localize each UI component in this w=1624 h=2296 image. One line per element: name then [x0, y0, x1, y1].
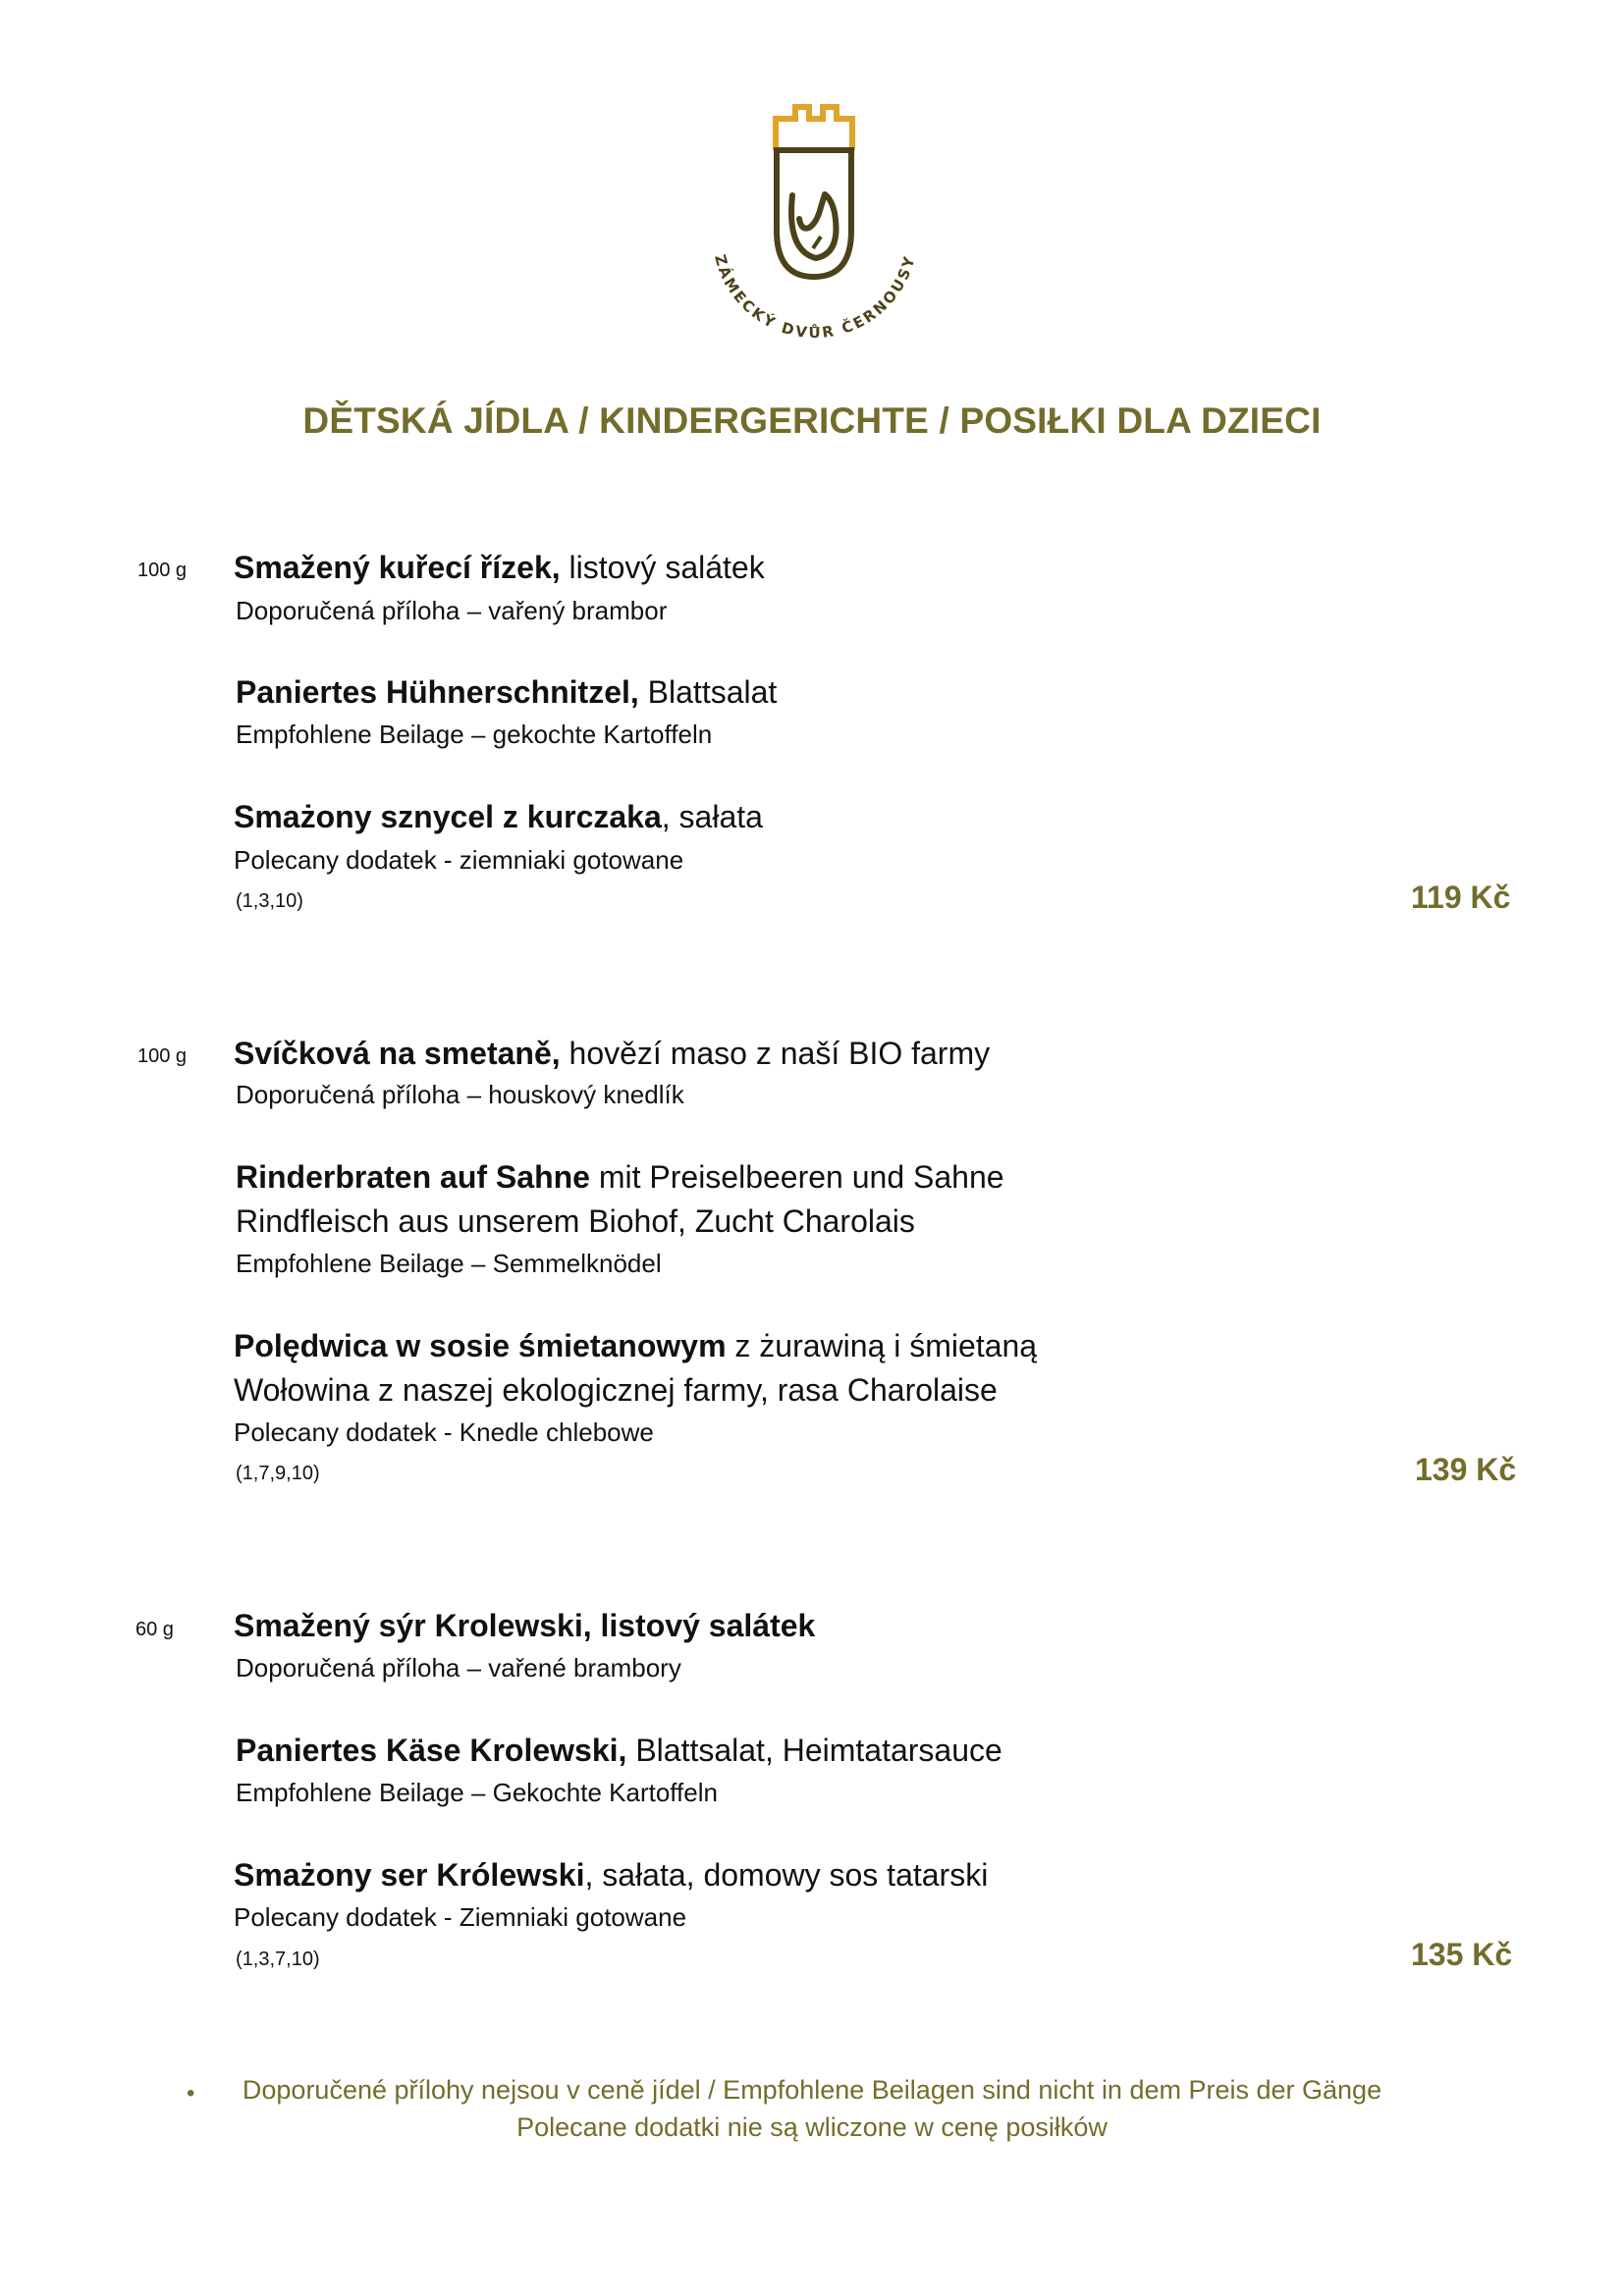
- side-dish-pl: Polecany dodatek - Knedle chlebowe: [234, 1417, 654, 1447]
- allergens: (1,3,10): [236, 890, 303, 912]
- page-title: DĚTSKÁ JÍDLA / KINDERGERICHTE / POSIŁKI DLA DZIECI: [302, 400, 1322, 441]
- dish-name-cz: Smažený sýr Krolewski, listový salátek: [234, 1608, 816, 1643]
- price: 139 Kč: [1415, 1452, 1517, 1487]
- side-dish-de: Empfohlene Beilage – Semmelknödel: [236, 1249, 662, 1278]
- logo-text: ZÁMECKÝ DVŮR ČERNOUSY: [711, 252, 919, 339]
- dish-name-pl: Smażony ser Królewski, sałata, domowy sos tatarski: [234, 1857, 989, 1893]
- dish-desc-de: Rindfleisch aus unserem Biohof, Zucht Charolais: [236, 1203, 915, 1239]
- price: 119 Kč: [1411, 880, 1511, 915]
- dish-name-de: Paniertes Hühnerschnitzel, Blattsalat: [236, 674, 778, 710]
- dish-name-cz: Smažený kuřecí řízek, listový salátek: [234, 550, 765, 585]
- logo-crown: [776, 107, 852, 150]
- side-dish-de: Empfohlene Beilage – Gekochte Kartoffeln: [236, 1778, 718, 1807]
- dish-name-de: Rinderbraten auf Sahne mit Preiselbeeren und Sahne: [236, 1159, 1004, 1195]
- logo: [687, 93, 943, 339]
- svg-text:ZÁMECKÝ DVŮR ČERNOUSY: [711, 252, 919, 339]
- item-weight: 100 g: [137, 1045, 188, 1067]
- allergens: (1,3,7,10): [236, 1949, 320, 1970]
- dish-name-cz: Svíčková na smetaně, hovězí maso z naší BIO farmy: [234, 1036, 991, 1071]
- price: 135 Kč: [1411, 1937, 1513, 1972]
- note-line-2: Polecane dodatki nie są wliczone w cenę posiłków: [516, 2112, 1108, 2142]
- dish-desc-pl: Wołowina z naszej ekologicznej farmy, rasa Charolaise: [234, 1372, 998, 1408]
- note-bullet: •: [187, 2080, 195, 2107]
- side-dish-de: Empfohlene Beilage – gekochte Kartoffeln: [236, 720, 713, 749]
- allergens: (1,7,9,10): [236, 1463, 320, 1484]
- dish-name-pl: Smażony sznycel z kurczaka, sałata: [234, 799, 763, 834]
- side-dish-cz: Doporučená příloha – vařené brambory: [236, 1653, 681, 1682]
- item-weight: 100 g: [137, 560, 188, 581]
- dish-name-de: Paniertes Käse Krolewski, Blattsalat, Heimtatarsauce: [236, 1733, 1002, 1768]
- note-line-1: Doporučené přílohy nejsou v ceně jídel / Empfohlene Beilagen sind nicht in dem Preis der Gänge: [242, 2075, 1382, 2105]
- dish-name-pl: Polędwica w sosie śmietanowym z żurawiną i śmietaną: [234, 1328, 1038, 1363]
- side-dish-cz: Doporučená příloha – houskový knedlík: [236, 1080, 684, 1109]
- item-weight: 60 g: [135, 1619, 174, 1640]
- side-dish-pl: Polecany dodatek - Ziemniaki gotowane: [234, 1902, 687, 1932]
- side-dish-cz: Doporučená příloha – vařený brambor: [236, 596, 668, 625]
- side-dish-pl: Polecany dodatek - ziemniaki gotowane: [234, 845, 684, 875]
